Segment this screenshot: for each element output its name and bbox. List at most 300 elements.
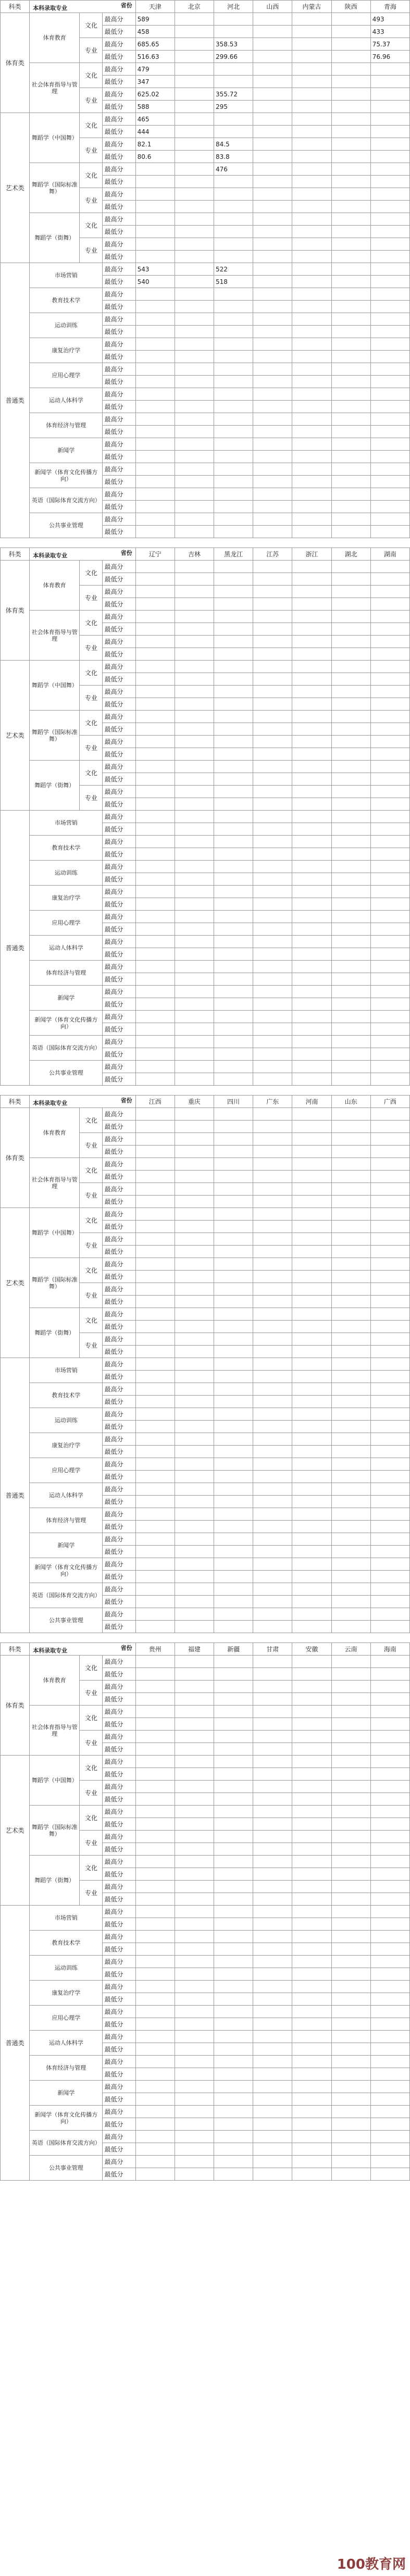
score-value bbox=[214, 1171, 253, 1183]
score-value bbox=[292, 288, 331, 301]
score-value bbox=[253, 388, 292, 401]
score-value bbox=[370, 2131, 409, 2143]
score-value bbox=[175, 1073, 214, 1086]
score-value bbox=[214, 1956, 253, 1968]
major-cell: 体育教育 bbox=[30, 1108, 80, 1158]
score-value bbox=[292, 513, 331, 526]
score-value bbox=[253, 573, 292, 586]
subject-cell: 文化 bbox=[80, 711, 103, 736]
score-type-cell: 最高分 bbox=[103, 786, 135, 798]
score-value bbox=[292, 413, 331, 426]
score-value bbox=[214, 1333, 253, 1346]
score-value bbox=[253, 923, 292, 936]
subject-cell: 文化 bbox=[80, 1108, 103, 1133]
score-value bbox=[370, 1831, 409, 1843]
score-value bbox=[135, 388, 175, 401]
score-value bbox=[135, 2018, 175, 2031]
score-value bbox=[135, 1196, 175, 1208]
score-value bbox=[214, 1221, 253, 1233]
major-cell: 运动训练 bbox=[30, 861, 103, 886]
score-value bbox=[253, 1693, 292, 1706]
score-value bbox=[253, 1048, 292, 1061]
score-type-cell: 最高分 bbox=[103, 2081, 135, 2093]
major-cell: 体育经济与管理 bbox=[30, 2056, 103, 2081]
score-value bbox=[292, 1321, 331, 1333]
score-value bbox=[175, 586, 214, 598]
score-value bbox=[253, 1146, 292, 1158]
score-value bbox=[214, 313, 253, 326]
score-value bbox=[175, 986, 214, 998]
score-type-cell: 最高分 bbox=[103, 1133, 135, 1146]
score-value bbox=[135, 1731, 175, 1743]
score-value bbox=[292, 1396, 331, 1408]
score-value bbox=[175, 1856, 214, 1868]
table-row bbox=[1, 2081, 410, 2093]
score-value bbox=[370, 1993, 409, 2006]
score-value bbox=[214, 513, 253, 526]
score-value bbox=[370, 126, 409, 138]
score-value bbox=[292, 463, 331, 476]
major-cell: 公共事业管理 bbox=[30, 2156, 103, 2181]
score-value bbox=[370, 2081, 409, 2093]
subject-cell: 专业 bbox=[80, 188, 103, 213]
major-cell: 舞蹈学（中国舞） bbox=[30, 661, 80, 711]
score-value bbox=[292, 1383, 331, 1396]
major-cell: 市场营销 bbox=[30, 811, 103, 836]
score-value bbox=[292, 1146, 331, 1158]
score-value bbox=[370, 2118, 409, 2131]
score-value bbox=[175, 2118, 214, 2131]
province-header: 贵州 bbox=[135, 1643, 175, 1656]
score-type-cell: 最高分 bbox=[103, 1856, 135, 1868]
score-value bbox=[370, 1558, 409, 1571]
score-value bbox=[214, 1108, 253, 1121]
score-value bbox=[253, 1371, 292, 1383]
score-value bbox=[370, 1881, 409, 1893]
score-type-cell: 最高分 bbox=[103, 861, 135, 873]
score-value bbox=[292, 1171, 331, 1183]
subject-cell: 文化 bbox=[80, 1706, 103, 1731]
score-value bbox=[253, 1346, 292, 1358]
score-value bbox=[135, 823, 175, 836]
score-value bbox=[135, 848, 175, 861]
table-row bbox=[1, 711, 410, 723]
score-value bbox=[175, 138, 214, 151]
score-value bbox=[370, 648, 409, 661]
score-value bbox=[370, 736, 409, 748]
score-value bbox=[135, 1621, 175, 1633]
score-value bbox=[370, 1308, 409, 1321]
score-value bbox=[135, 476, 175, 488]
table-row bbox=[1, 1308, 410, 1321]
score-value bbox=[331, 1818, 370, 1831]
score-value bbox=[331, 63, 370, 76]
score-type-cell: 最高分 bbox=[103, 1831, 135, 1843]
score-value bbox=[135, 1061, 175, 1073]
score-value bbox=[292, 748, 331, 761]
score-value bbox=[292, 2156, 331, 2168]
score-value bbox=[175, 936, 214, 948]
score-type-cell: 最低分 bbox=[103, 1918, 135, 1931]
score-value bbox=[331, 338, 370, 351]
score-value bbox=[292, 811, 331, 823]
score-value bbox=[175, 388, 214, 401]
score-value bbox=[292, 1731, 331, 1743]
score-value bbox=[292, 1943, 331, 1956]
score-value bbox=[253, 2031, 292, 2043]
score-value bbox=[214, 401, 253, 413]
score-value bbox=[214, 761, 253, 773]
score-value bbox=[214, 476, 253, 488]
score-value bbox=[292, 1668, 331, 1681]
score-value bbox=[370, 1706, 409, 1718]
score-value bbox=[370, 1333, 409, 1346]
score-value bbox=[331, 1993, 370, 2006]
category-cell: 体育类 bbox=[1, 1108, 30, 1208]
watermark-logo: 100教育网 bbox=[337, 2557, 406, 2572]
major-cell: 舞蹈学（街舞） bbox=[30, 761, 80, 811]
score-table bbox=[0, 547, 410, 1086]
table-row bbox=[1, 1533, 410, 1546]
score-type-cell: 最低分 bbox=[103, 723, 135, 736]
subject-cell: 文化 bbox=[80, 1856, 103, 1881]
score-value bbox=[292, 2081, 331, 2093]
score-value bbox=[331, 1358, 370, 1371]
score-value bbox=[292, 861, 331, 873]
score-value bbox=[135, 1496, 175, 1508]
score-value bbox=[292, 1768, 331, 1781]
province-header: 江苏 bbox=[253, 548, 292, 561]
score-value bbox=[175, 673, 214, 686]
score-value bbox=[370, 276, 409, 288]
score-value bbox=[175, 1668, 214, 1681]
score-value bbox=[370, 1371, 409, 1383]
score-value bbox=[331, 786, 370, 798]
score-value bbox=[253, 1458, 292, 1471]
score-type-cell: 最低分 bbox=[103, 1296, 135, 1308]
score-value bbox=[175, 1706, 214, 1718]
major-cell: 公共事业管理 bbox=[30, 513, 103, 538]
score-value bbox=[370, 1221, 409, 1233]
score-value bbox=[175, 1693, 214, 1706]
score-value bbox=[253, 1856, 292, 1868]
score-value bbox=[175, 1196, 214, 1208]
score-value bbox=[135, 401, 175, 413]
province-header: 江西 bbox=[135, 1096, 175, 1108]
score-type-cell: 最低分 bbox=[103, 326, 135, 338]
table-row bbox=[1, 1558, 410, 1571]
score-value bbox=[135, 438, 175, 451]
table-row bbox=[1, 13, 410, 26]
score-value bbox=[253, 911, 292, 923]
score-value bbox=[214, 811, 253, 823]
score-value bbox=[253, 1756, 292, 1768]
score-value bbox=[292, 276, 331, 288]
score-value bbox=[175, 26, 214, 38]
table-row bbox=[1, 761, 410, 773]
score-value bbox=[253, 823, 292, 836]
table-row bbox=[1, 413, 410, 426]
table-row bbox=[1, 611, 410, 623]
score-value bbox=[292, 526, 331, 538]
score-value bbox=[253, 1296, 292, 1308]
score-value bbox=[135, 338, 175, 351]
score-value bbox=[253, 1718, 292, 1731]
score-value bbox=[175, 761, 214, 773]
score-value bbox=[214, 188, 253, 201]
score-value bbox=[331, 1471, 370, 1483]
subject-cell: 专业 bbox=[80, 1133, 103, 1158]
province-header: 天津 bbox=[135, 1, 175, 13]
major-cell: 社会体育指导与管理 bbox=[30, 63, 80, 113]
score-value: 299.66 bbox=[214, 51, 253, 63]
score-value: 80.6 bbox=[135, 151, 175, 163]
score-type-cell: 最低分 bbox=[103, 798, 135, 811]
score-value bbox=[135, 1108, 175, 1121]
score-value bbox=[175, 1533, 214, 1546]
score-value bbox=[292, 2143, 331, 2156]
score-value bbox=[292, 1743, 331, 1756]
score-type-cell: 最低分 bbox=[103, 426, 135, 438]
score-value bbox=[135, 1383, 175, 1396]
score-value bbox=[135, 1333, 175, 1346]
score-value bbox=[175, 1768, 214, 1781]
score-value bbox=[331, 1981, 370, 1993]
score-value bbox=[175, 861, 214, 873]
score-value bbox=[135, 1121, 175, 1133]
score-value bbox=[370, 1073, 409, 1086]
score-value bbox=[253, 1233, 292, 1246]
score-value bbox=[370, 836, 409, 848]
score-value bbox=[370, 723, 409, 736]
score-value bbox=[253, 2156, 292, 2168]
score-value bbox=[214, 1681, 253, 1693]
score-value bbox=[214, 1718, 253, 1731]
score-value bbox=[214, 1546, 253, 1558]
subject-cell: 文化 bbox=[80, 1656, 103, 1681]
score-value bbox=[135, 1558, 175, 1571]
score-value bbox=[292, 1121, 331, 1133]
score-value bbox=[214, 226, 253, 238]
major-cell: 新闻学 bbox=[30, 1533, 103, 1558]
score-value bbox=[331, 438, 370, 451]
score-value bbox=[292, 426, 331, 438]
score-value bbox=[331, 313, 370, 326]
score-value bbox=[292, 1558, 331, 1571]
score-value bbox=[292, 873, 331, 886]
major-cell: 社会体育指导与管理 bbox=[30, 611, 80, 661]
score-value bbox=[331, 911, 370, 923]
score-value bbox=[253, 26, 292, 38]
score-value bbox=[135, 1371, 175, 1383]
score-value bbox=[135, 1521, 175, 1533]
score-value bbox=[292, 1408, 331, 1421]
score-value bbox=[292, 388, 331, 401]
score-type-cell: 最低分 bbox=[103, 1793, 135, 1806]
score-type-cell: 最低分 bbox=[103, 1321, 135, 1333]
score-value: 685.65 bbox=[135, 38, 175, 51]
table-row bbox=[1, 1806, 410, 1818]
score-value bbox=[135, 761, 175, 773]
score-value bbox=[214, 986, 253, 998]
score-value bbox=[135, 1023, 175, 1036]
table-row bbox=[1, 1956, 410, 1968]
score-value bbox=[370, 1756, 409, 1768]
score-value bbox=[370, 2093, 409, 2106]
score-type-cell: 最低分 bbox=[103, 126, 135, 138]
score-value bbox=[175, 1383, 214, 1396]
subject-cell: 专业 bbox=[80, 1731, 103, 1756]
score-type-cell: 最高分 bbox=[103, 1333, 135, 1346]
score-value bbox=[253, 1781, 292, 1793]
score-value bbox=[292, 936, 331, 948]
score-type-cell: 最高分 bbox=[103, 736, 135, 748]
header-diagonal bbox=[30, 1643, 136, 1656]
score-value bbox=[370, 823, 409, 836]
province-header: 青海 bbox=[370, 1, 409, 13]
score-value bbox=[135, 711, 175, 723]
major-cell: 体育经济与管理 bbox=[30, 1508, 103, 1533]
major-cell: 公共事业管理 bbox=[30, 1061, 103, 1086]
score-type-cell: 最低分 bbox=[103, 1718, 135, 1731]
score-value bbox=[253, 1956, 292, 1968]
score-value bbox=[135, 2156, 175, 2168]
score-value bbox=[135, 1073, 175, 1086]
score-value bbox=[214, 413, 253, 426]
score-value bbox=[135, 1036, 175, 1048]
score-value bbox=[292, 1533, 331, 1546]
score-value bbox=[331, 213, 370, 226]
score-value bbox=[370, 1806, 409, 1818]
score-value bbox=[214, 1048, 253, 1061]
score-value bbox=[370, 513, 409, 526]
score-value bbox=[370, 986, 409, 998]
score-value bbox=[331, 1521, 370, 1533]
score-value bbox=[253, 898, 292, 911]
score-value bbox=[175, 748, 214, 761]
score-value: 82.1 bbox=[135, 138, 175, 151]
score-value bbox=[135, 1608, 175, 1621]
score-value bbox=[135, 686, 175, 698]
score-value bbox=[370, 1048, 409, 1061]
subject-cell: 专业 bbox=[80, 38, 103, 63]
score-value bbox=[214, 1421, 253, 1433]
score-value bbox=[292, 151, 331, 163]
table-row bbox=[1, 388, 410, 401]
score-value bbox=[135, 426, 175, 438]
score-type-cell: 最高分 bbox=[103, 1706, 135, 1718]
score-type-cell: 最高分 bbox=[103, 188, 135, 201]
score-value bbox=[370, 623, 409, 636]
score-value bbox=[331, 1371, 370, 1383]
score-value bbox=[253, 1521, 292, 1533]
score-value bbox=[370, 438, 409, 451]
score-value bbox=[175, 1893, 214, 1906]
score-type-cell: 最低分 bbox=[103, 1421, 135, 1433]
score-type-cell: 最高分 bbox=[103, 1656, 135, 1668]
score-value bbox=[214, 301, 253, 313]
score-value bbox=[175, 1458, 214, 1471]
score-value bbox=[253, 1943, 292, 1956]
score-value bbox=[331, 2006, 370, 2018]
score-value bbox=[331, 1396, 370, 1408]
table-row bbox=[1, 961, 410, 973]
score-value: 518 bbox=[214, 276, 253, 288]
score-value bbox=[214, 1893, 253, 1906]
score-value bbox=[135, 2118, 175, 2131]
score-value bbox=[370, 1521, 409, 1533]
major-cell: 康复治疗学 bbox=[30, 1433, 103, 1458]
score-value bbox=[331, 636, 370, 648]
score-type-cell: 最高分 bbox=[103, 88, 135, 101]
score-value bbox=[331, 2143, 370, 2156]
score-value bbox=[253, 1608, 292, 1621]
score-value bbox=[292, 1856, 331, 1868]
province-header: 广东 bbox=[253, 1096, 292, 1108]
score-value bbox=[175, 251, 214, 263]
score-type-cell: 最高分 bbox=[103, 1011, 135, 1023]
score-type-cell: 最高分 bbox=[103, 886, 135, 898]
score-value bbox=[214, 823, 253, 836]
score-type-cell: 最低分 bbox=[103, 526, 135, 538]
score-value bbox=[135, 1681, 175, 1693]
score-value bbox=[253, 686, 292, 698]
score-type-cell: 最高分 bbox=[103, 1981, 135, 1993]
score-value bbox=[214, 326, 253, 338]
score-value bbox=[370, 686, 409, 698]
score-type-cell: 最高分 bbox=[103, 611, 135, 623]
score-value bbox=[135, 1546, 175, 1558]
score-type-cell: 最高分 bbox=[103, 1508, 135, 1521]
score-value bbox=[331, 886, 370, 898]
score-value bbox=[331, 488, 370, 501]
score-value bbox=[292, 711, 331, 723]
score-value bbox=[135, 1843, 175, 1856]
score-value bbox=[214, 636, 253, 648]
score-value bbox=[292, 1433, 331, 1446]
score-value bbox=[214, 1831, 253, 1843]
score-value bbox=[292, 501, 331, 513]
score-value bbox=[292, 1036, 331, 1048]
major-cell: 应用心理学 bbox=[30, 2006, 103, 2031]
score-value bbox=[292, 998, 331, 1011]
score-value bbox=[292, 1371, 331, 1383]
score-value bbox=[214, 573, 253, 586]
score-value bbox=[331, 673, 370, 686]
score-value bbox=[370, 1793, 409, 1806]
score-value bbox=[214, 2006, 253, 2018]
score-value bbox=[370, 961, 409, 973]
score-value bbox=[370, 263, 409, 276]
score-value bbox=[370, 351, 409, 363]
score-value bbox=[135, 2056, 175, 2068]
score-value bbox=[175, 1571, 214, 1583]
subject-cell: 文化 bbox=[80, 163, 103, 188]
score-value bbox=[292, 326, 331, 338]
score-value bbox=[370, 898, 409, 911]
score-value bbox=[214, 936, 253, 948]
score-type-cell: 最低分 bbox=[103, 276, 135, 288]
score-value bbox=[135, 886, 175, 898]
score-value bbox=[135, 736, 175, 748]
score-value bbox=[175, 338, 214, 351]
score-value bbox=[370, 1321, 409, 1333]
score-value bbox=[135, 251, 175, 263]
table-row bbox=[1, 1483, 410, 1496]
score-value bbox=[214, 1931, 253, 1943]
score-value bbox=[370, 1433, 409, 1446]
table-row bbox=[1, 1208, 410, 1221]
